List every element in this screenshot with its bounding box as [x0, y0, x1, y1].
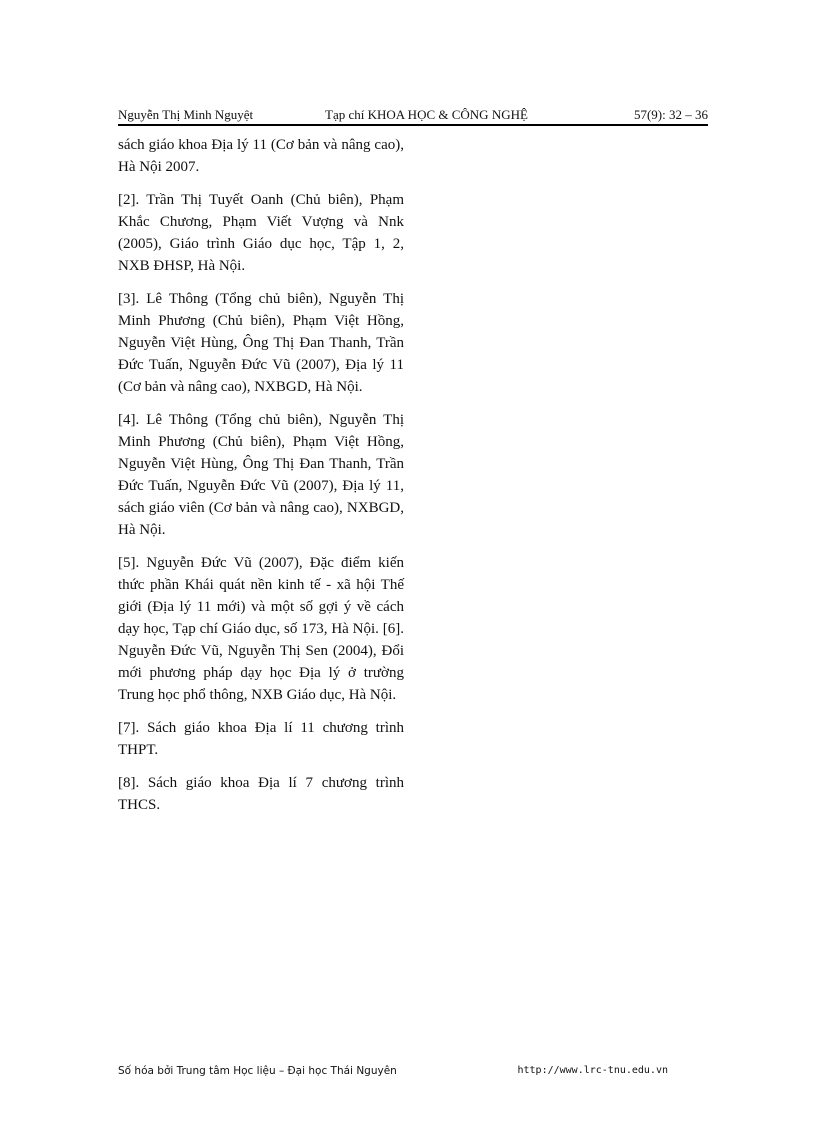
- footer-url: http://www.lrc-tnu.edu.vn: [517, 1065, 668, 1076]
- reference-item-8: [8]. Sách giáo khoa Địa lí 7 chương trình THCS.: [118, 775, 404, 813]
- header-author: Nguyễn Thị Minh Nguyệt: [118, 107, 254, 122]
- reference-item-2: [2]. Trần Thị Tuyết Oanh (Chủ biên), Phạm Khắc Chương, Phạm Viết Vượng và Nnk (2005), Giáo trình Giáo dục học, Tập 1, 2, NXB ĐHSP, Hà Nội.: [118, 192, 404, 274]
- reference-list: [118, 134, 404, 827]
- reference-item-4: [4]. Lê Thông (Tổng chủ biên), Nguyễn Thị Minh Phương (Chủ biên), Phạm Việt Hồng, Nguyễn Việt Hùng, Ông Thị Đan Thanh, Trần Đức Tuấn, Nguyễn Đức Vũ (2007), Địa lý 11, sách giáo viên (Cơ bản và nâng cao), NXBGD, Hà Nội.: [118, 412, 404, 538]
- header-journal-title: Tạp chí KHOA HỌC & CÔNG NGHỆ: [325, 107, 528, 122]
- header-volume-pages: 57(9): 32 – 36: [633, 107, 708, 122]
- reference-item-7: [7]. Sách giáo khoa Địa lí 11 chương trình THPT.: [118, 720, 404, 758]
- page-footer: [118, 1063, 668, 1079]
- reference-item-3: [3]. Lê Thông (Tổng chủ biên), Nguyễn Thị Minh Phương (Chủ biên), Phạm Việt Hồng, Nguyễn Việt Hùng, Ông Thị Đan Thanh, Trần Đức Tuấn, Nguyễn Đức Vũ (2007), Địa lý 11 (Cơ bản và nâng cao), NXBGD, Hà Nội.: [118, 291, 404, 395]
- footer-digitization-note: Số hóa bởi Trung tâm Học liệu – Đại học Thái Nguyên: [118, 1065, 397, 1077]
- reference-item-1-continued: sách giáo khoa Địa lý 11 (Cơ bản và nâng cao), Hà Nội 2007.: [118, 137, 404, 175]
- reference-item-5-6: [5]. Nguyễn Đức Vũ (2007), Đặc điểm kiến thức phần Khái quát nền kinh tế - xã hội Thế giới (Địa lý 11 mới) và một số gợi ý về cách dạy học, Tạp chí Giáo dục, số 173, Hà Nội. [6]. Nguyễn Đức Vũ, Nguyễn Thị Sen (2004), Đổi mới phương pháp dạy học Địa lý ở trường Trung học phổ thông, NXB Giáo dục, Hà Nội.: [118, 555, 404, 703]
- running-header: [118, 106, 708, 126]
